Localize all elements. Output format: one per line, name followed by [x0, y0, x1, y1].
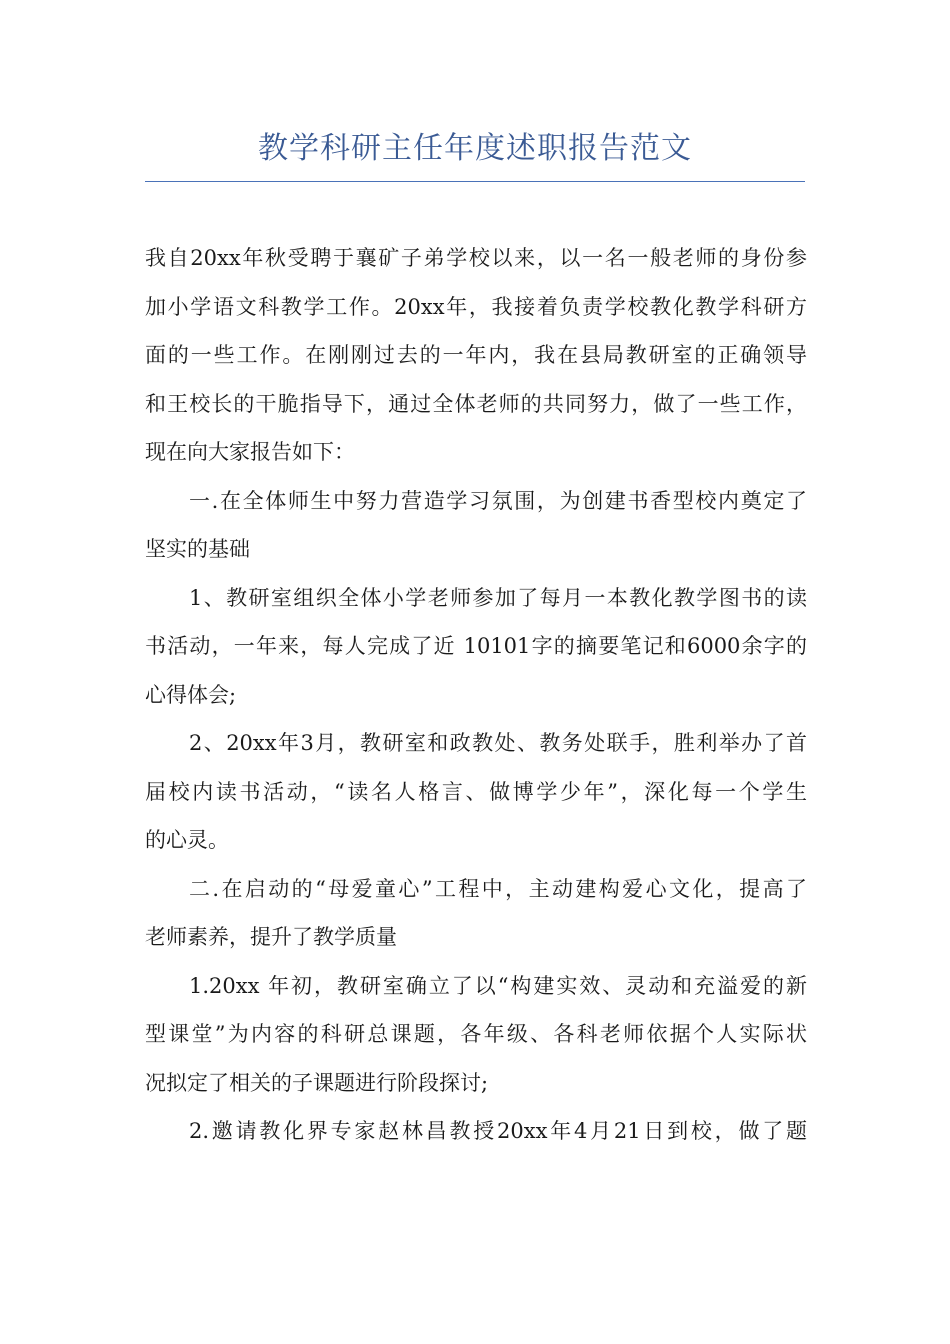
paragraph-line: 我自20xx年秋受聘于襄矿子弟学校以来，以一名一般老师的身份参 [145, 246, 807, 270]
paragraph-line: 届校内读书活动，“读名人格言、做博学少年”，深化每一个学生 [145, 779, 807, 804]
paragraph-line: 现在向大家报告如下： [145, 440, 355, 464]
section-heading-line: 老师素养，提升了教学质量 [145, 925, 397, 949]
section-heading-line: 二.在启动的“母爱童心”工程中，主动建构爱心文化，提高了 [189, 876, 807, 901]
title-underline [145, 181, 805, 182]
paragraph-line: 加小学语文科教学工作。20xx年，我接着负责学校教化教学科研方 [145, 294, 807, 319]
paragraph-line: 2、20xx年3月，教研室和政教处、教务处联手，胜利举办了首 [189, 731, 807, 755]
paragraph-line: 1.20xx 年初，教研室确立了以“构建实效、灵动和充溢爱的新 [189, 973, 807, 998]
paragraph-line: 书活动，一年来，每人完成了近 10101字的摘要笔记和6000余字的 [145, 634, 807, 658]
paragraph-line: 面的一些工作。在刚刚过去的一年内，我在县局教研室的正确领导 [145, 343, 807, 367]
paragraph-line: 1、教研室组织全体小学老师参加了每月一本教化教学图书的读 [189, 585, 807, 610]
paragraph-line: 型课堂”为内容的科研总课题，各年级、各科老师依据个人实际状 [145, 1022, 807, 1046]
paragraph-line: 2.邀请教化界专家赵林昌教授20xx年4月21日到校，做了题 [189, 1119, 807, 1143]
paragraph-line: 心得体会; [145, 682, 237, 707]
section-heading-line: 坚实的基础 [145, 537, 250, 561]
paragraph-line: 的心灵。 [145, 828, 229, 852]
paragraph-line: 和王校长的干脆指导下，通过全体老师的共同努力，做了一些工作， [145, 391, 807, 416]
paragraph-line: 况拟定了相关的子课题进行阶段探讨; [145, 1070, 489, 1095]
document-body [145, 234, 807, 1156]
document-title: 教学科研主任年度述职报告范文 [258, 131, 692, 166]
section-heading-line: 一.在全体师生中努力营造学习氛围，为创建书香型校内奠定了 [189, 488, 807, 513]
